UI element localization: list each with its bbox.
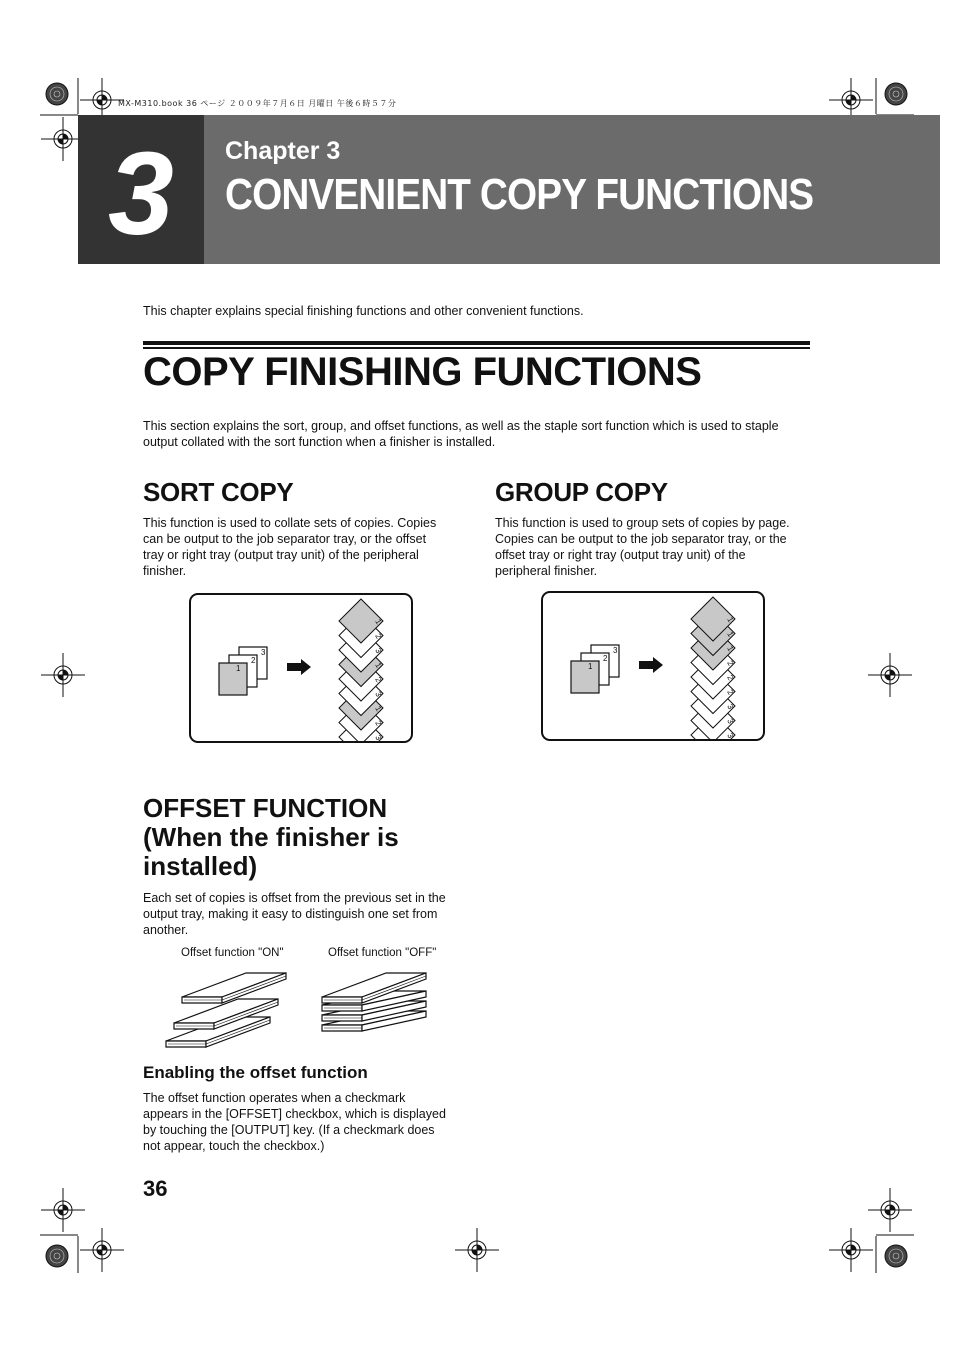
output-sheet-label: 2 [373, 719, 384, 728]
original-sheet [219, 663, 247, 695]
offset-on-caption: Offset function "ON" [181, 947, 284, 959]
starburst-mark-icon [885, 83, 907, 105]
registration-mark-icon [41, 1188, 85, 1232]
output-sheet-label: 2 [725, 688, 736, 697]
offset-off-stack [322, 973, 426, 1031]
original-sheet-label: 3 [261, 648, 266, 657]
offset-function-description: Each set of copies is offset from the previous set in the output tray, making it easy to distinguish one set from another. [143, 891, 446, 937]
arrow-right-icon [287, 659, 311, 675]
output-sheet-label: 1 [725, 644, 736, 653]
output-sheet-label: 2 [373, 632, 384, 641]
output-sheet-label: 2 [725, 673, 736, 682]
group-copy-diagram [541, 591, 765, 741]
sort-copy-illustration [191, 595, 411, 741]
output-sheet-label: 2 [373, 675, 384, 684]
chapter-number: 3 [108, 128, 174, 260]
arrow-right-icon [639, 657, 663, 673]
section-rule-thin [143, 347, 810, 349]
group-copy-heading: GROUP COPY [495, 477, 668, 507]
output-sheet-label: 3 [725, 702, 736, 711]
output-sheet-label: 1 [373, 617, 384, 626]
page-number: 36 [143, 1176, 168, 1201]
output-sheet-label: 1 [373, 704, 384, 713]
section-rule [143, 341, 810, 345]
original-sheet-label: 1 [588, 662, 593, 671]
original-sheet-label: 2 [603, 654, 608, 663]
enabling-offset-description: The offset function operates when a checkmark appears in the [OFFSET] checkbox, which is displayed by touching the [OUTPUT] key. (If a checkmark does not appear, touch the checkbox.) [143, 1091, 446, 1153]
enabling-offset-heading: Enabling the offset function [143, 1063, 368, 1082]
offset-off-caption: Offset function "OFF" [328, 947, 437, 959]
chapter-label: Chapter 3 [225, 137, 341, 165]
registration-mark-icon [455, 1228, 499, 1272]
original-sheet-label: 2 [251, 656, 256, 665]
sort-copy-description: This function is used to collate sets of copies. Copies can be output to the job separator tray, or the offset tray or right tray (output tray unit) of the peripheral finisher. [143, 516, 437, 578]
offset-on-stack [166, 973, 286, 1047]
original-sheet-label: 3 [613, 646, 618, 655]
print-header: MX-M310.book 36 ページ ２００９年７月６日 月曜日 午後６時５７分 [118, 99, 397, 108]
section-description: This section explains the sort, group, and offset functions, as well as the staple sort function which is used to staple output collated with the sort function when a finisher is installed. [143, 419, 779, 449]
chapter-intro: This chapter explains special finishing functions and other convenient functions. [143, 304, 584, 318]
output-sheet-label: 1 [725, 630, 736, 639]
output-sheet-label: 3 [725, 731, 736, 739]
output-sheet-label: 1 [373, 661, 384, 670]
starburst-mark-icon [46, 83, 68, 105]
section-title: COPY FINISHING FUNCTIONS [143, 350, 702, 394]
offset-illustration [160, 965, 450, 1050]
output-sheet-label: 3 [373, 646, 384, 655]
registration-mark-icon [868, 1188, 912, 1232]
group-copy-illustration [543, 593, 763, 739]
original-sheet-label: 1 [236, 664, 241, 673]
group-copy-description: This function is used to group sets of copies by page. Copies can be output to the job separator tray, or the offset tray or right tray (output tray unit) of the peripheral finisher. [495, 516, 790, 578]
sort-copy-diagram [189, 593, 413, 743]
registration-mark-icon [829, 1228, 873, 1272]
registration-mark-icon [80, 1228, 124, 1272]
output-sheet-label: 3 [725, 717, 736, 726]
output-sheet-label: 3 [373, 690, 384, 699]
output-sheet-label: 3 [373, 733, 384, 741]
registration-mark-icon [868, 653, 912, 697]
starburst-mark-icon [885, 1245, 907, 1267]
chapter-title: CONVENIENT COPY FUNCTIONS [225, 170, 814, 219]
registration-mark-icon [41, 653, 85, 697]
output-sheet-label: 2 [725, 659, 736, 668]
starburst-mark-icon [46, 1245, 68, 1267]
offset-function-heading: OFFSET FUNCTION (When the finisher is installed) [143, 793, 399, 881]
sort-copy-heading: SORT COPY [143, 477, 294, 507]
original-sheet [571, 661, 599, 693]
output-sheet-label: 1 [725, 615, 736, 624]
